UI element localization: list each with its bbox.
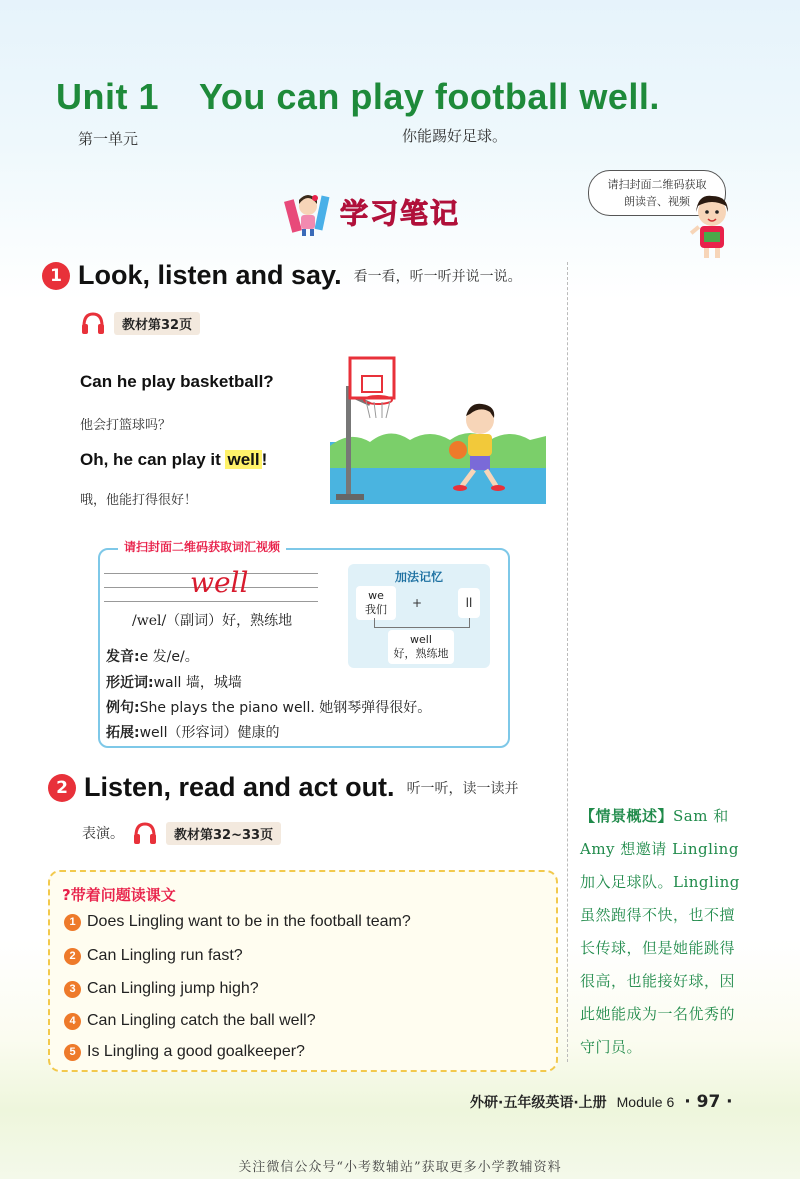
question-number: 3 <box>64 981 81 998</box>
question-number: 5 <box>64 1044 81 1061</box>
answer-highlight-word: well <box>227 450 260 469</box>
headphone-icon[interactable] <box>80 310 106 336</box>
example-label: 例句: <box>106 700 140 716</box>
extend-value: well（形容词）健康的 <box>139 725 280 741</box>
question-text: Does Lingling want to be in the football team? <box>87 913 411 930</box>
headphone-icon[interactable] <box>132 820 158 846</box>
section-1-heading <box>42 260 522 291</box>
textbook-page-ref: 教材第32页 <box>114 312 200 335</box>
section-2-number: 2 <box>48 774 76 802</box>
question-number: 4 <box>64 1013 81 1030</box>
unit-label-cn: 第一单元 <box>78 130 139 148</box>
answer-cn: 哦，他能打得很好！ <box>80 493 198 508</box>
memory-part-2: ll <box>458 588 480 618</box>
question-text: Can Lingling jump high? <box>87 980 259 997</box>
bubble-line-1: 请扫封面二维码获取 <box>607 178 707 191</box>
unit-label: Unit 1 <box>56 76 160 117</box>
memory-result-cn: 好，熟练地 <box>393 647 449 660</box>
girl-avatar-icon <box>680 190 740 260</box>
question-text: Can Lingling catch the ball well? <box>87 1012 316 1029</box>
question-cn: 他会打篮球吗？ <box>80 418 172 433</box>
module-label: Module 6 <box>616 1094 675 1110</box>
memory-part-1-cn: 我们 <box>365 603 387 616</box>
memory-part-1 <box>356 586 396 620</box>
book-title: 外研·五年级英语·上册 <box>470 1095 607 1111</box>
page-footer <box>470 1092 733 1112</box>
question-en: Can he play basketball? <box>80 372 274 391</box>
memory-result <box>388 630 454 664</box>
scenario-summary <box>580 800 742 1064</box>
section-2-title: Listen, read and act out. <box>84 772 395 802</box>
vocab-scan-tip: 请扫封面二维码获取词汇视频 <box>118 538 286 555</box>
scenario-tag: 【情景概述】 <box>580 807 674 825</box>
boy-basketball-illustration <box>330 356 546 504</box>
section-2-heading <box>48 772 519 803</box>
question-number: 2 <box>64 948 81 965</box>
bottom-watermark-note: 关注微信公众号“小考数辅站”获取更多小学教辅资料 <box>238 1160 562 1175</box>
unit-title-cn: 你能踢好足球。 <box>402 127 508 145</box>
scenario-text: Sam 和 Amy 想邀请 Lingling 加入足球队。Lingling 虽然跑得不快，也不擅长传球，但是她能跳得很高，也能接好球，因此她能成为一名优秀的守门员。 <box>580 807 740 1056</box>
question-item <box>64 913 411 931</box>
question-item <box>64 1043 305 1061</box>
question-item <box>64 947 243 965</box>
memory-plus: + <box>412 596 423 610</box>
similar-label: 形近词: <box>106 675 154 691</box>
unit-title-en: You can play football well. <box>199 76 660 117</box>
memory-part-1-en: we <box>368 589 384 602</box>
girl-with-brush-icon <box>282 186 334 238</box>
questions-title: ?带着问题读课文 <box>62 886 176 904</box>
textbook-page-ref: 教材第32~33页 <box>166 822 281 845</box>
vocab-word: well <box>190 566 249 599</box>
answer-en-post: ! <box>261 450 268 469</box>
question-number: 1 <box>64 914 81 931</box>
unit-title <box>56 76 660 118</box>
vocab-phonetic: /wel/（副词）好，熟练地 <box>132 613 293 629</box>
vocab-similar <box>106 672 242 692</box>
answer-en <box>80 450 267 470</box>
section-1-title: Look, listen and say. <box>78 260 342 290</box>
question-item <box>64 1012 316 1030</box>
page-number: · 97 · <box>684 1092 733 1112</box>
memory-bracket <box>374 618 470 628</box>
question-text: Can Lingling run fast? <box>87 947 243 964</box>
example-value: She plays the piano well. 她钢琴弹得很好。 <box>139 700 432 716</box>
section-2-instruction-cn-2: 表演。 <box>82 826 124 842</box>
vocab-example <box>106 697 431 717</box>
section-1-number: 1 <box>42 262 70 290</box>
answer-en-pre: Oh, he can play it <box>80 450 226 469</box>
pron-value: e 发/e/。 <box>139 649 199 665</box>
bubble-line-2: 朗读音、视频 <box>624 195 690 208</box>
section-2-instruction-cn: 听一听，读一读并 <box>406 780 519 797</box>
vocab-pronunciation <box>106 646 199 666</box>
extend-label: 拓展: <box>106 725 140 741</box>
similar-value: wall 墙，城墙 <box>153 675 242 691</box>
question-text: Is Lingling a good goalkeeper? <box>87 1043 305 1060</box>
memory-aid-title: 加法记忆 <box>394 570 443 584</box>
textbook-ref-1[interactable] <box>80 310 200 336</box>
question-item <box>64 980 259 998</box>
memory-result-en: well <box>410 633 432 646</box>
column-divider <box>567 262 568 1062</box>
study-notes-header <box>282 186 460 238</box>
vocab-extend <box>106 722 279 742</box>
section-1-instruction-cn: 看一看，听一听并说一说。 <box>353 268 522 285</box>
study-notes-title: 学习笔记 <box>340 197 461 230</box>
pron-label: 发音: <box>106 649 140 665</box>
textbook-ref-2[interactable] <box>82 820 281 846</box>
